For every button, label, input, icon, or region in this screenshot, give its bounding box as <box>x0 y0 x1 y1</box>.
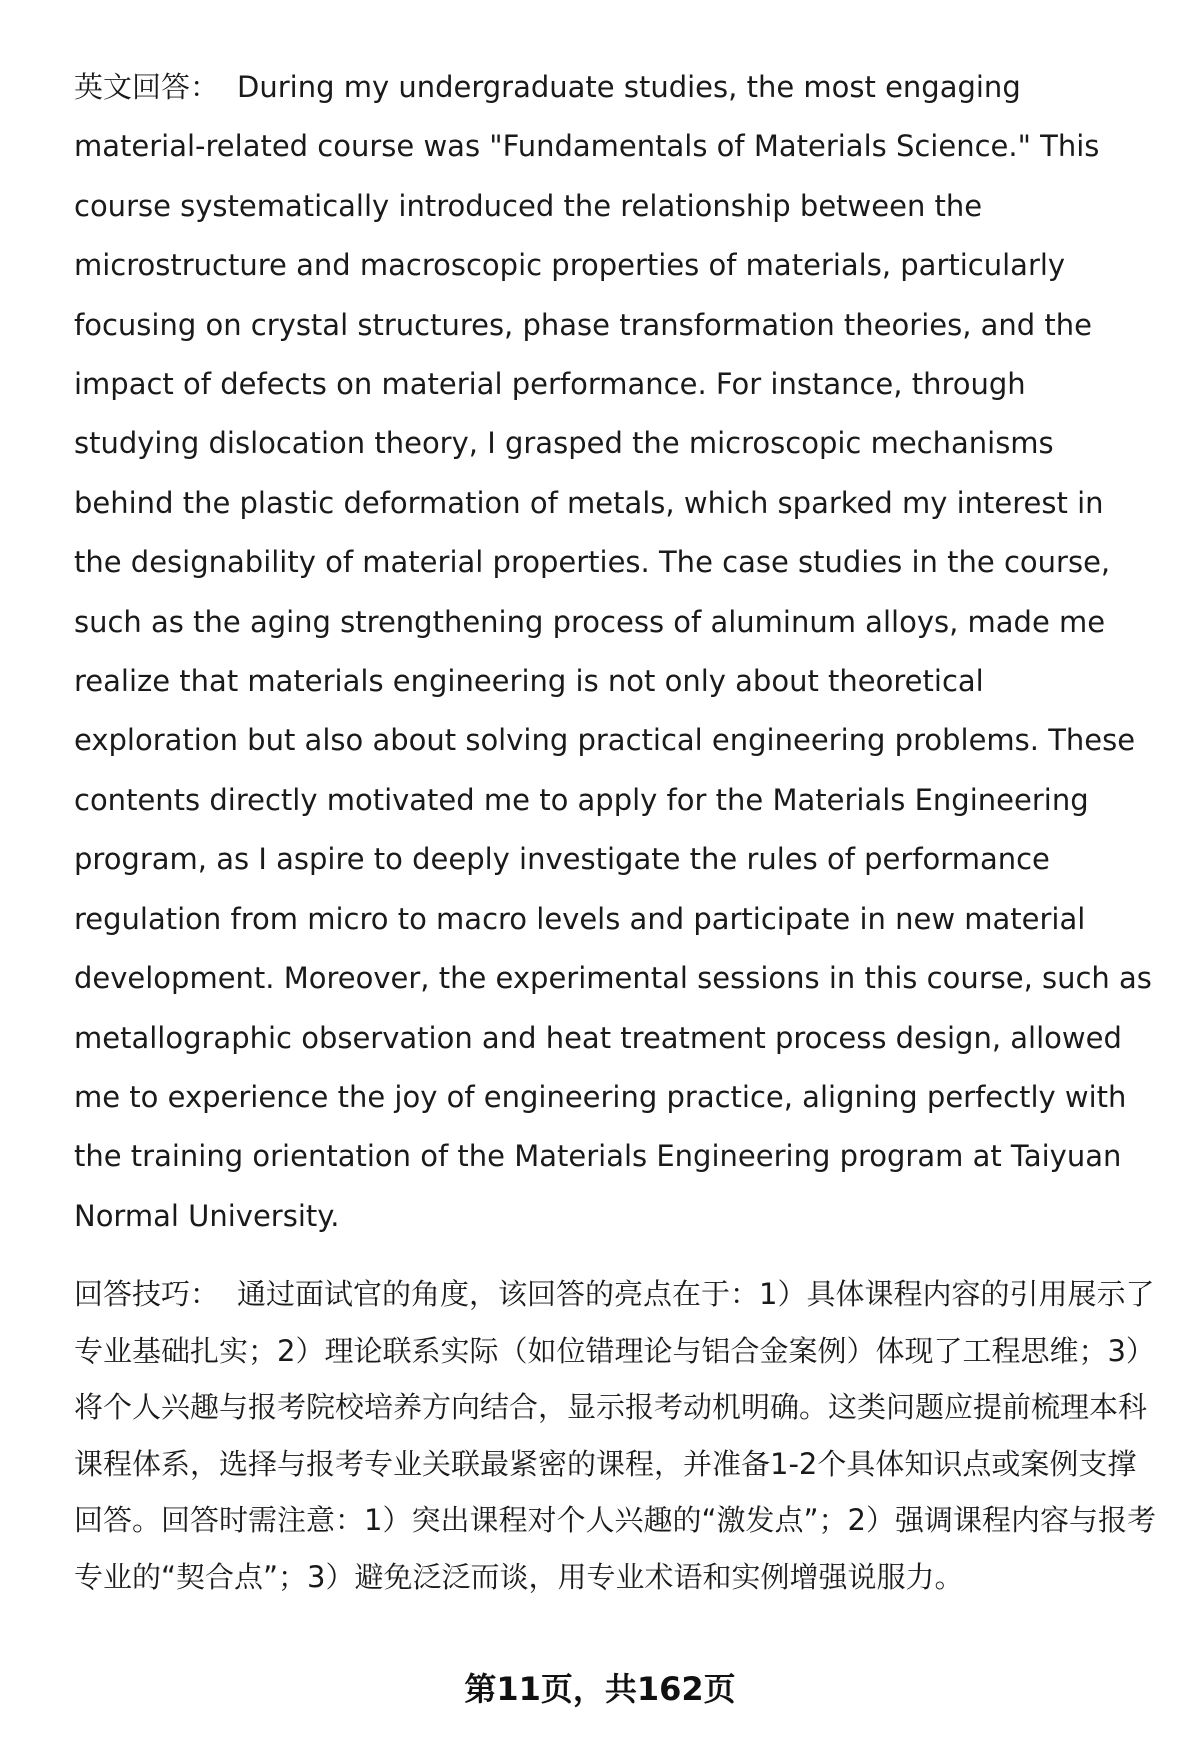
english-answer-text: During my undergraduate studies, the most engaging material-related course was "Fundamentals of Materials Science." This course systematically introduced the relationship between the microstructure and macroscopic properties of materials, particularly focusing on crystal structures, phase transformation theories, and the impact of defects on material performance. For instance, through studying dislocation theory, I grasped the microscopic mechanisms behind the plastic deformation of metals, which sparked my interest in the designability of material properties. The case studies in the course, such as the aging strengthening process of aluminum alloys, made me realize that materials engineering is not only about theoretical exploration but also about solving practical engineering problems. These contents directly motivated me to apply for the Materials Engineering program, as I aspire to deeply investigate the rules of performance regulation from micro to macro levels and participate in new material development. Moreover, the experimental sessions in this course, such as metallographic observation and heat treatment process design, allowed me to experience the joy of engineering practice, aligning perfectly with the training orientation of the Materials Engineering program at Taiyuan Normal University. <box>74 70 1152 1233</box>
answer-tips-text: 通过面试官的角度，该回答的亮点在于：1）具体课程内容的引用展示了专业基础扎实；2）理论联系实际（如位错理论与铝合金案例）体现了工程思维；3）将个人兴趣与报考院校培养方向结合，显示报考动机明确。这类问题应提前梳理本科课程体系，选择与报考专业关联最紧密的课程，并准备1-2个具体知识点或案例支撑回答。回答时需注意：1）突出课程对个人兴趣的“激发点”；2）强调课程内容与报考专业的“契合点”；3）避免泛泛而谈，用专业术语和实例增强说服力。 <box>74 1277 1156 1594</box>
answer-tips-label: 回答技巧： <box>74 1277 220 1312</box>
document-content <box>74 58 1156 1605</box>
english-answer-label: 英文回答： <box>74 70 220 104</box>
page-number-footer: 第11页，共162页 <box>464 1670 736 1708</box>
english-answer-paragraph <box>74 58 1156 1246</box>
answer-tips-paragraph <box>74 1266 1156 1605</box>
